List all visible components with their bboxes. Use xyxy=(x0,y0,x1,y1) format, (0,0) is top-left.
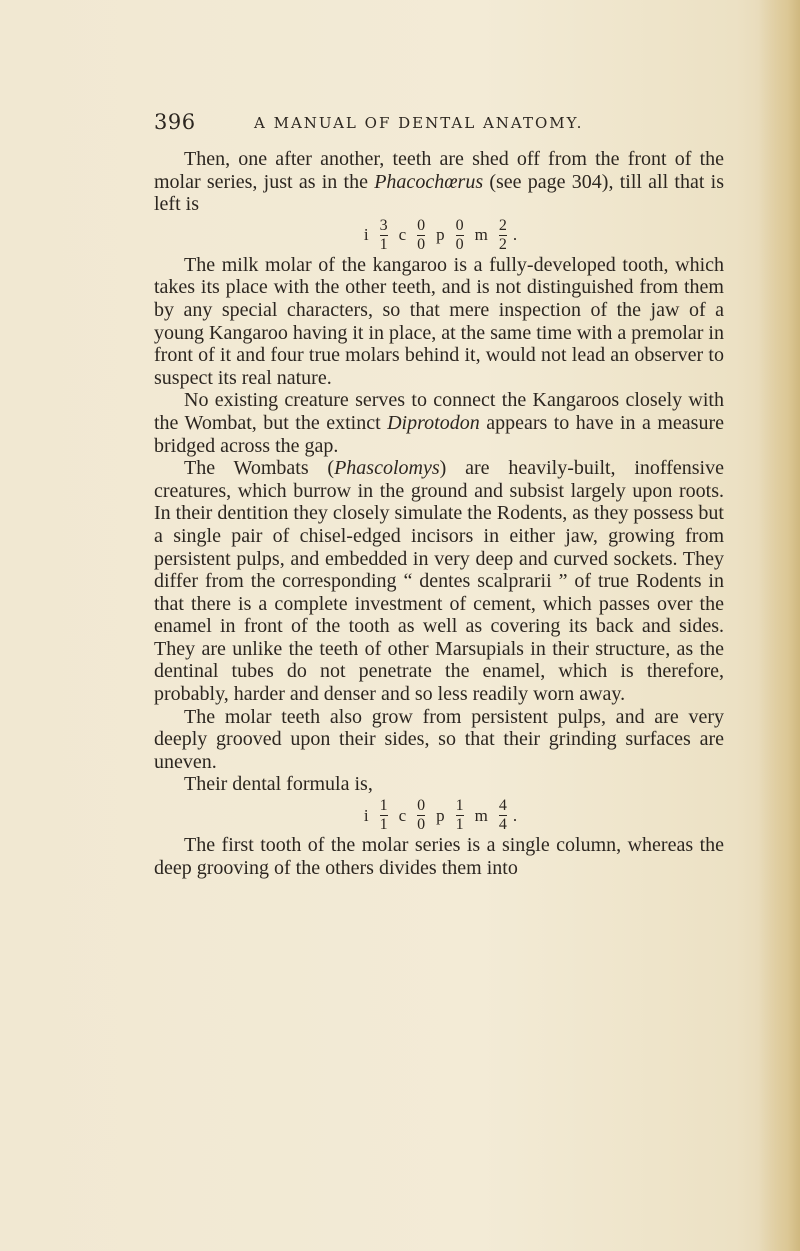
paragraph-3: No existing creature serves to connect the Kangaroos closely with the Wombat, but the extinct Diprotodon appears to have in a measure bridged across the gap. xyxy=(154,389,724,457)
dental-formula-kangaroo: i $\frac{3}{1}$ c $\frac{0}{0}$ p $\frac{0}{0}$ m $\frac{2}{2}$ . xyxy=(363,216,518,253)
formula-canines: $\frac{0}{0}$ xyxy=(417,797,426,834)
genus-phacochoerus: Phacochœrus xyxy=(374,170,484,193)
page-edge-shadow xyxy=(758,0,800,1251)
genus-diprotodon: Diprotodon xyxy=(387,411,480,434)
paragraph-1: Then, one after another, teeth are shed off from the front of the molar series, just as in the Phacochœrus (see page 304), till all that is left is xyxy=(154,148,724,216)
formula-molars: $\frac{4}{4}$ xyxy=(498,797,507,834)
paragraph-6: Their dental formula is, xyxy=(184,773,373,796)
paragraph-5: The molar teeth also grow from persistent pulps, and are very deeply grooved upon their sides, so that their grinding surfaces are uneven. xyxy=(154,705,724,773)
formula-premolars: $\frac{1}{1}$ xyxy=(455,797,464,834)
dental-formula-wombat: i $\frac{1}{1}$ c $\frac{0}{0}$ p $\frac{1}{1}$ m $\frac{4}{4}$ . xyxy=(363,797,518,834)
paragraph-2: The milk molar of the kangaroo is a fully-developed tooth, which takes its place with the other teeth, and is not distinguished from them by any special characters, so that mere inspection of the jaw of a young Kangaroo having it in place, at the same time with a premolar in front of it and four true molars behind it, would not lead an observer to suspect its real nature. xyxy=(154,253,724,389)
formula-premolars: $\frac{0}{0}$ xyxy=(455,216,464,253)
running-head: A MANUAL OF DENTAL ANATOMY. xyxy=(254,114,584,132)
paragraph-7: The first tooth of the molar series is a single column, whereas the deep grooving of the others divides them into xyxy=(154,834,724,879)
formula-incisors: $\frac{1}{1}$ xyxy=(379,797,388,834)
genus-phascolomys: Phascolomys xyxy=(334,457,440,480)
paragraph-4: The Wombats (Phascolomys) are heavily-built, inoffensive creatures, which burrow in the ground and subsist largely upon roots. In their dentition they closely simulate the Rodents, as they possess but a single pair of chisel-edged incisors in either jaw, growing from persistent pulps, and embedded in very deep and curved sockets. They differ from the corresponding “ dentes scalprarii ” of true Rodents in that there is a complete investment of cement, which passes over the enamel in front of the tooth as well as covering its back and sides. They are unlike the teeth of other Marsupials in their structure, as the dentinal tubes do not penetrate the enamel, which is therefore, probably, harder and denser and so less readily worn away. xyxy=(154,457,724,706)
formula-molars: $\frac{2}{2}$ xyxy=(498,216,507,253)
body-text xyxy=(154,148,724,879)
formula-incisors: $\frac{3}{1}$ xyxy=(379,216,388,253)
formula-canines: $\frac{0}{0}$ xyxy=(417,216,426,253)
page-header xyxy=(154,110,754,142)
page-number: 396 xyxy=(154,110,196,134)
